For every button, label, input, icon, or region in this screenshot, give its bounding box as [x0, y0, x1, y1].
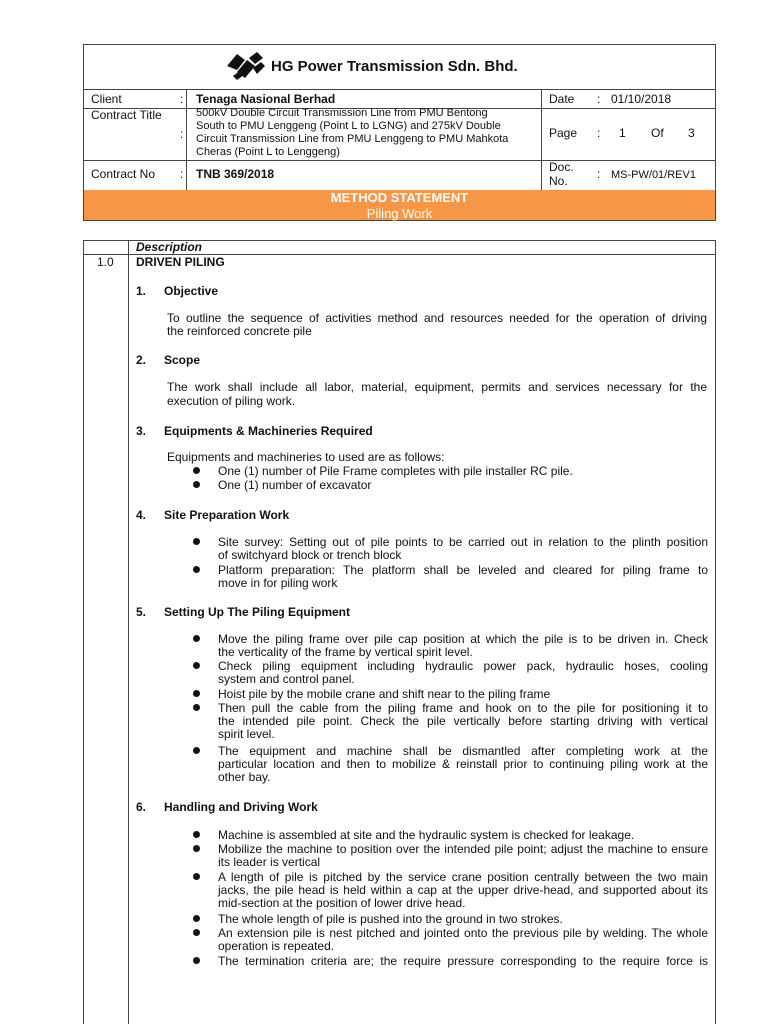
bullet-text: The whole length of pile is pushed into the ground in two strokes.	[218, 912, 563, 926]
contract-title-line: Cheras (Point L to Lenggeng)	[196, 146, 340, 158]
section-title: Objective	[164, 284, 219, 298]
colon: :	[180, 127, 184, 141]
bullet-text: its leader is vertical	[218, 855, 321, 869]
contract-title-label: Contract Title	[91, 108, 162, 122]
bullet-text: Then pull the cable from the piling frame and hook on to the pile for positioning it to	[218, 701, 708, 715]
contract-title-line: 500kV Double Circuit Transmission Line from PMU Bentong	[196, 107, 488, 119]
bullet-icon	[193, 747, 200, 754]
bullet-text: of switchyard block or trench block	[218, 548, 402, 562]
divider	[83, 89, 716, 90]
client-value: Tenaga Nasional Berhad	[196, 92, 336, 106]
banner-subtitle: Piling Work	[366, 206, 433, 221]
section-number: 4.	[136, 508, 147, 522]
doc-label: Doc.	[549, 160, 574, 174]
bullet-text: operation is repeated.	[218, 939, 335, 953]
divider	[541, 89, 542, 190]
item-title: DRIVEN PILING	[136, 255, 225, 269]
doc-number: MS-PW/01/REV1	[611, 169, 696, 181]
bullet-text: the intended pile point. Check the pile vertically before starting driving with vertical	[218, 714, 708, 728]
contract-no-value: TNB 369/2018	[196, 167, 275, 181]
section-title: Setting Up The Piling Equipment	[164, 605, 350, 619]
bullet-icon	[193, 690, 200, 697]
section-number: 1.	[136, 284, 147, 298]
divider	[128, 240, 129, 1024]
paragraph-line: Equipments and machineries to used are as follows:	[167, 450, 445, 464]
page-of: Of	[651, 126, 664, 140]
divider	[186, 89, 187, 190]
colon: :	[180, 92, 184, 106]
bullet-text: move in for piling work	[218, 576, 338, 590]
bullet-text: jacks, the pile head is held within a cap at the upper drive-head, and supported about its	[218, 883, 708, 897]
section-number: 5.	[136, 605, 147, 619]
paragraph-line: To outline the sequence of activities method and resources needed for the operation of driving	[167, 311, 707, 325]
bullet-icon	[193, 467, 200, 474]
bullet-text: Hoist pile by the mobile crane and shift near to the piling frame	[218, 687, 551, 701]
colon: :	[597, 167, 601, 181]
date-label: Date	[549, 92, 575, 106]
paragraph-line: The work shall include all labor, material, equipment, permits and services necessary for the	[167, 380, 707, 394]
bullet-icon	[193, 957, 200, 964]
contract-title-line: Circuit Transmission Line from PMU Lenggeng to PMU Mahkota	[196, 133, 509, 145]
paragraph-line: execution of piling work.	[167, 394, 296, 408]
bullet-icon	[193, 481, 200, 488]
bullet-icon	[193, 831, 200, 838]
banner-title: METHOD STATEMENT	[330, 190, 469, 205]
bullet-icon	[193, 538, 200, 545]
bullet-text: Move the piling frame over pile cap position at which the pile is to be driven in. Check	[218, 632, 708, 646]
bullet-icon	[193, 873, 200, 880]
bullet-text: Site survey: Setting out of pile points to be carried out in relation to the plinth position	[218, 535, 708, 549]
bullet-text: One (1) number of Pile Frame completes with pile installer RC pile.	[218, 464, 573, 478]
section-title: Scope	[164, 353, 201, 367]
bullet-text: other bay.	[218, 770, 271, 784]
bullet-text: An extension pile is nest pitched and jointed onto the previous pile by welding. The whole	[218, 926, 708, 940]
bullet-text: the verticality of the frame by vertical spirit level.	[218, 645, 473, 659]
bullet-text: A length of pile is pitched by the service crane position centrally between the two main	[218, 870, 708, 884]
bullet-icon	[193, 915, 200, 922]
item-number: 1.0	[97, 255, 114, 269]
bullet-icon	[193, 929, 200, 936]
colon: :	[597, 126, 601, 140]
page-label: Page	[549, 126, 578, 140]
bullet-text: Mobilize the machine to position over the intended pile point; adjust the machine to ensure	[218, 842, 708, 856]
colon: :	[180, 167, 184, 181]
bullet-text: mid-section at the position of lower drive head.	[218, 896, 466, 910]
company-logo	[223, 50, 267, 82]
bullet-text: The termination criteria are; the require pressure corresponding to the require force is	[218, 954, 708, 968]
bullet-icon	[193, 566, 200, 573]
section-number: 6.	[136, 800, 147, 814]
divider	[83, 160, 716, 161]
bullet-text: particular location and then to mobilize & reinstall prior to continuing piling work at the	[218, 757, 708, 771]
section-title: Site Preparation Work	[164, 508, 290, 522]
bullet-text: spirit level.	[218, 727, 275, 741]
bullet-text: Platform preparation: The platform shall be leveled and cleared for piling frame to	[218, 563, 708, 577]
paragraph-line: the reinforced concrete pile	[167, 324, 312, 338]
page-number: 1	[619, 126, 626, 140]
bullet-text: Check piling equipment including hydraulic power pack, hydraulic hoses, cooling	[218, 659, 708, 673]
section-number: 2.	[136, 353, 147, 367]
bullet-text: system and control panel.	[218, 672, 355, 686]
client-label: Client	[91, 92, 122, 106]
contract-no-label: Contract No	[91, 167, 156, 181]
page-total: 3	[688, 126, 695, 140]
section-title: Equipments & Machineries Required	[164, 424, 373, 438]
bullet-icon	[193, 845, 200, 852]
bullet-text: The equipment and machine shall be dismantled after completing work at the	[218, 744, 708, 758]
description-header: Description	[136, 240, 203, 254]
colon: :	[597, 92, 601, 106]
contract-title-line: South to PMU Lenggeng (Point L to LGNG) and 275kV Double	[196, 120, 501, 132]
bullet-icon	[193, 635, 200, 642]
doc-label: No.	[549, 174, 568, 188]
bullet-text: One (1) number of excavator	[218, 478, 372, 492]
bullet-text: Machine is assembled at site and the hydraulic system is checked for leakage.	[218, 828, 635, 842]
bullet-icon	[193, 662, 200, 669]
date-value: 01/10/2018	[611, 92, 672, 106]
bullet-icon	[193, 704, 200, 711]
section-number: 3.	[136, 424, 147, 438]
section-title: Handling and Driving Work	[164, 800, 318, 814]
company-name: HG Power Transmission Sdn. Bhd.	[271, 58, 518, 75]
